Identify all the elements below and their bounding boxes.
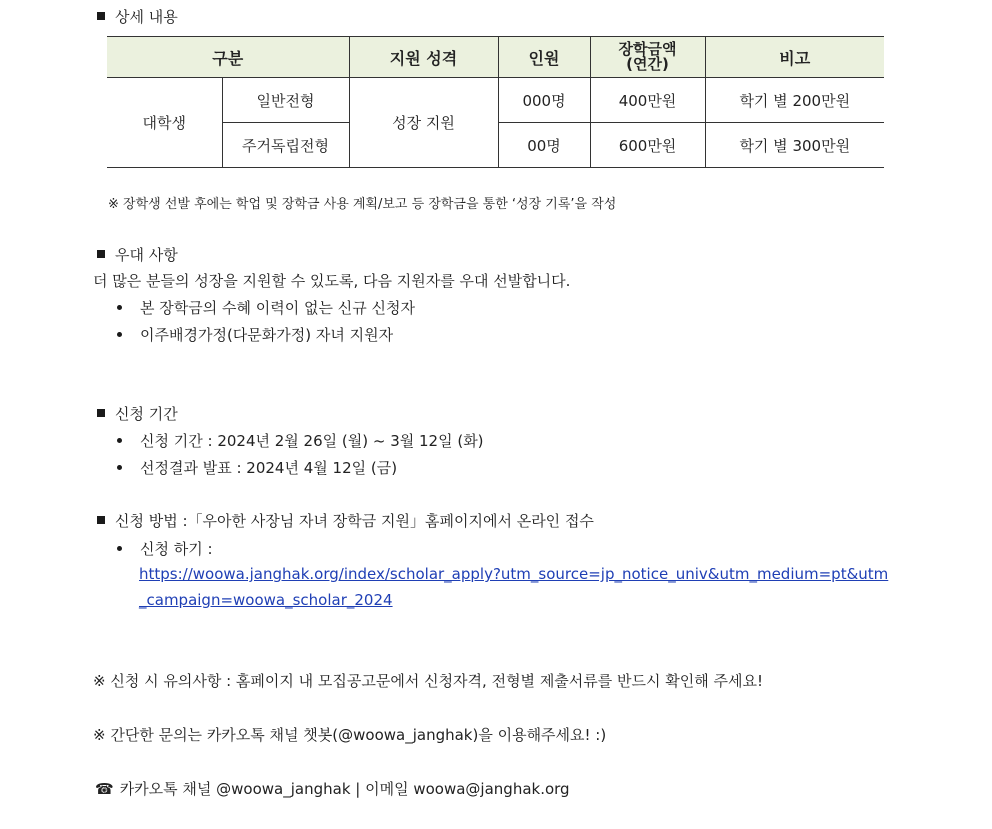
apply-link[interactable] — [139, 565, 888, 583]
square-bullet-icon — [97, 409, 105, 417]
group-label: 대학생 — [107, 78, 222, 168]
apply-link-continued[interactable] — [139, 591, 393, 609]
note-cell: 학기 별 300만원 — [705, 123, 884, 168]
bullet-icon — [117, 305, 122, 310]
count-cell: 000명 — [498, 78, 590, 123]
square-bullet-icon — [97, 12, 105, 20]
table-row — [107, 78, 884, 123]
preference-heading: 우대 사항 — [97, 244, 178, 265]
amount-cell: 400만원 — [590, 78, 705, 123]
bullet-icon — [117, 546, 122, 551]
bullet-icon — [117, 332, 122, 337]
list-item: 선정결과 발표 : 2024년 4월 12일 (금) — [117, 457, 397, 478]
track-cell: 주거독립전형 — [222, 123, 349, 168]
period-heading: 신청 기간 — [97, 403, 178, 424]
header-amount — [590, 37, 705, 78]
phone-icon: ☎ — [95, 780, 114, 798]
header-amount-line1: 장학금액 — [618, 40, 677, 58]
inquiry-note: ※ 간단한 문의는 카카오톡 채널 챗봇(@woowa_janghak)을 이용해주세요! :) — [93, 726, 607, 744]
header-category: 구분 — [107, 37, 349, 78]
list-item: 신청 기간 : 2024년 2월 26일 (월) ~ 3월 12일 (화) — [117, 430, 484, 451]
header-support-type: 지원 성격 — [349, 37, 498, 78]
support-type-cell: 성장 지원 — [349, 78, 498, 168]
bullet-icon — [117, 438, 122, 443]
header-note: 비고 — [705, 37, 884, 78]
method-heading: 신청 방법 :「우아한 사장님 자녀 장학금 지원」홈페이지에서 온라인 접수 — [97, 510, 594, 531]
amount-cell: 600만원 — [590, 123, 705, 168]
track-cell: 일반전형 — [222, 78, 349, 123]
apply-link-line2[interactable]: _campaign=woowa_scholar_2024 — [139, 591, 393, 609]
table-note: ※ 장학생 선발 후에는 학업 및 장학금 사용 계획/보고 등 장학금을 통한 ‘성장 기록’을 작성 — [108, 197, 617, 212]
header-amount-line2: (연간) — [626, 55, 669, 73]
contact-line — [95, 778, 570, 799]
bullet-icon — [117, 465, 122, 470]
caution-note: ※ 신청 시 유의사항 : 홈페이지 내 모집공고문에서 신청자격, 전형별 제출서류를 반드시 확인해 주세요! — [93, 672, 763, 690]
header-count: 인원 — [498, 37, 590, 78]
scholarship-table — [107, 36, 884, 168]
list-item: 본 장학금의 수혜 이력이 없는 신규 신청자 — [117, 297, 415, 318]
table-header-row — [107, 37, 884, 78]
details-heading: 상세 내용 — [97, 6, 178, 27]
square-bullet-icon — [97, 516, 105, 524]
list-item — [117, 538, 213, 559]
preference-intro: 더 많은 분들의 성장을 지원할 수 있도록, 다음 지원자를 우대 선발합니다. — [93, 272, 571, 290]
contact-text: 카카오톡 채널 @woowa_janghak | 이메일 woowa@janghak.org — [119, 780, 570, 798]
square-bullet-icon — [97, 250, 105, 258]
apply-label: 신청 하기 : — [140, 540, 213, 558]
list-item: 이주배경가정(다문화가정) 자녀 지원자 — [117, 324, 393, 345]
note-cell: 학기 별 200만원 — [705, 78, 884, 123]
apply-link-line1[interactable]: https://woowa.janghak.org/index/scholar_apply?utm_source=jp_notice_univ&utm_medium=pt&utm — [139, 565, 889, 583]
count-cell: 00명 — [498, 123, 590, 168]
